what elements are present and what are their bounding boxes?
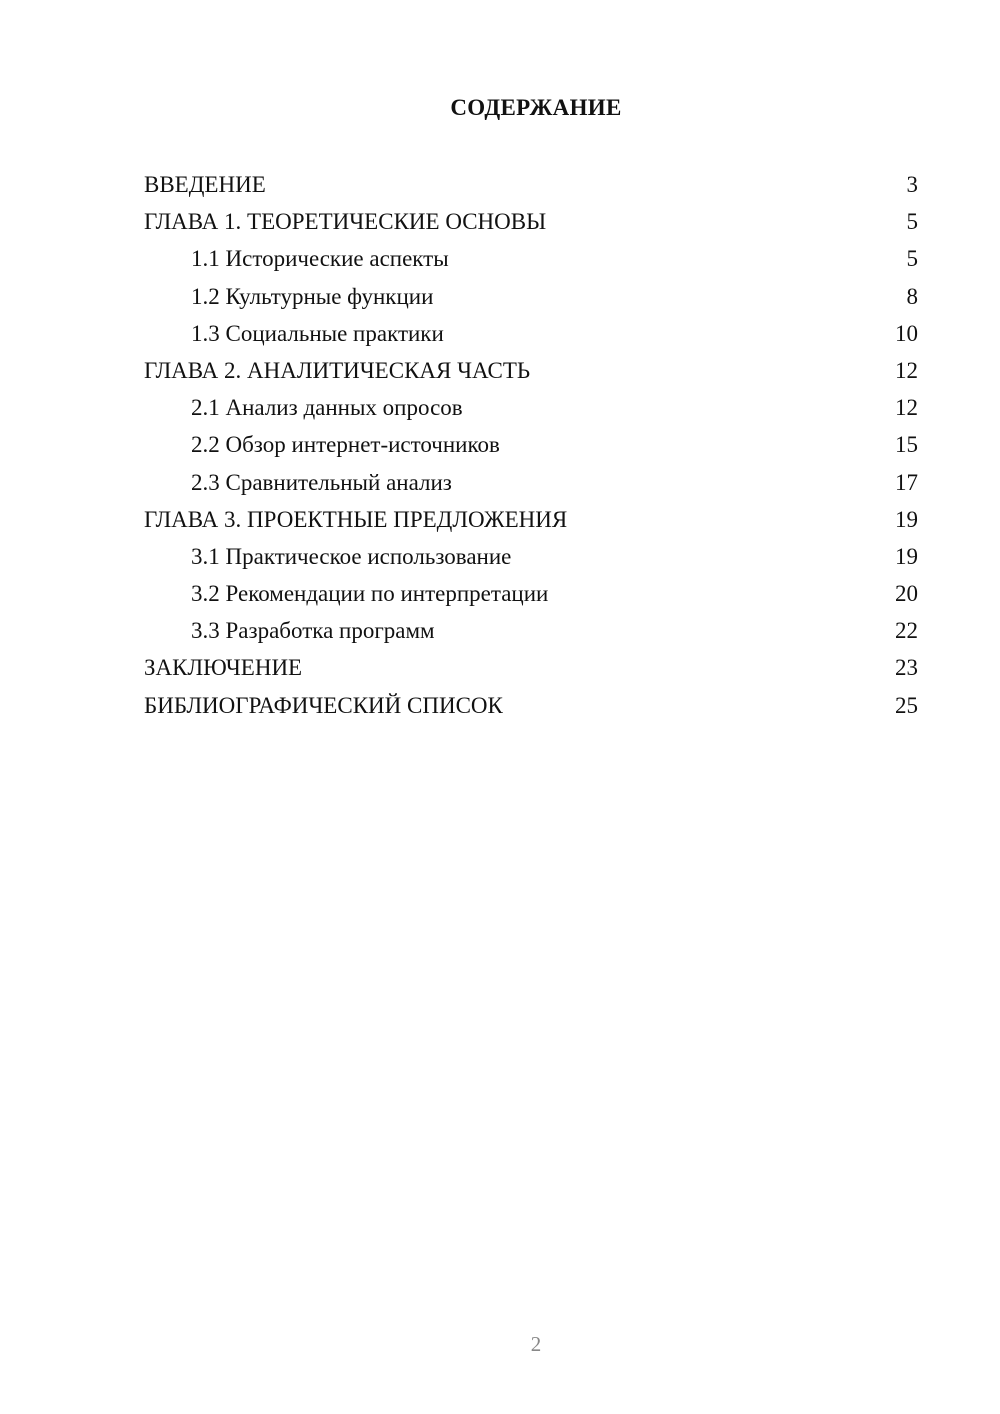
toc-entry-section-1-3: [144, 315, 918, 352]
toc-entry-section-3-3: [144, 612, 918, 649]
toc-entry-label: 2.1 Анализ данных опросов: [191, 395, 463, 421]
toc-entry-introduction: [144, 166, 918, 203]
toc-entry-chapter-1: [144, 203, 918, 240]
toc-entry-page: 19: [895, 506, 918, 532]
toc-entry-page: 19: [895, 543, 918, 569]
toc-entry-page: 17: [895, 469, 918, 495]
toc-entry-section-3-2: [144, 575, 918, 612]
toc-entry-page: 15: [895, 432, 918, 458]
toc-entry-section-3-1: [144, 538, 918, 575]
toc-entry-page: 12: [895, 395, 918, 421]
toc-entry-page: 23: [895, 655, 918, 681]
toc-entry-label: 3.3 Разработка программ: [191, 618, 435, 644]
toc-entry-section-1-1: [144, 240, 918, 277]
toc-entry-page: 5: [906, 209, 918, 235]
toc-entry-page: 22: [895, 618, 918, 644]
toc-entry-page: 20: [895, 581, 918, 607]
toc-entry-section-2-2: [144, 426, 918, 463]
toc-entry-section-2-3: [144, 464, 918, 501]
toc-entry-label: 1.3 Социальные практики: [191, 320, 444, 346]
toc-entry-conclusion: [144, 649, 918, 686]
toc-entry-label: ГЛАВА 3. ПРОЕКТНЫЕ ПРЕДЛОЖЕНИЯ: [144, 506, 568, 532]
toc-entry-page: 12: [895, 357, 918, 383]
toc-entry-label: 3.1 Практическое использование: [191, 543, 512, 569]
page-number: 2: [530, 1332, 542, 1356]
toc-entry-label: ГЛАВА 1. ТЕОРЕТИЧЕСКИЕ ОСНОВЫ: [144, 209, 547, 235]
toc-entry-section-1-2: [144, 278, 918, 315]
toc-entry-page: 3: [906, 172, 918, 197]
toc-entry-label: БИБЛИОГРАФИЧЕСКИЙ СПИСОК: [144, 692, 503, 718]
toc-entry-label: ВВЕДЕНИЕ: [144, 172, 266, 197]
toc-title: СОДЕРЖАНИЕ: [450, 95, 622, 120]
toc-entry-label: 1.1 Исторические аспекты: [191, 246, 449, 272]
toc-entry-bibliography: [144, 687, 918, 724]
toc-entry-label: 2.3 Сравнительный анализ: [191, 469, 452, 495]
toc-entry-chapter-2: [144, 352, 918, 389]
toc-entry-label: 3.2 Рекомендации по интерпретации: [191, 581, 549, 607]
toc-entry-label: ГЛАВА 2. АНАЛИТИЧЕСКАЯ ЧАСТЬ: [144, 357, 531, 383]
toc-entry-page: 25: [895, 692, 918, 718]
toc-entry-page: 10: [895, 320, 918, 346]
toc-entry-label: ЗАКЛЮЧЕНИЕ: [144, 655, 303, 681]
toc-entry-page: 5: [906, 246, 918, 272]
toc-entry-page: 8: [906, 283, 918, 309]
toc-entry-chapter-3: [144, 501, 918, 538]
toc-entry-label: 1.2 Культурные функции: [191, 283, 434, 309]
toc-entry-label: 2.2 Обзор интернет-источников: [191, 432, 500, 458]
toc-entry-section-2-1: [144, 389, 918, 426]
toc-list: [144, 166, 918, 724]
